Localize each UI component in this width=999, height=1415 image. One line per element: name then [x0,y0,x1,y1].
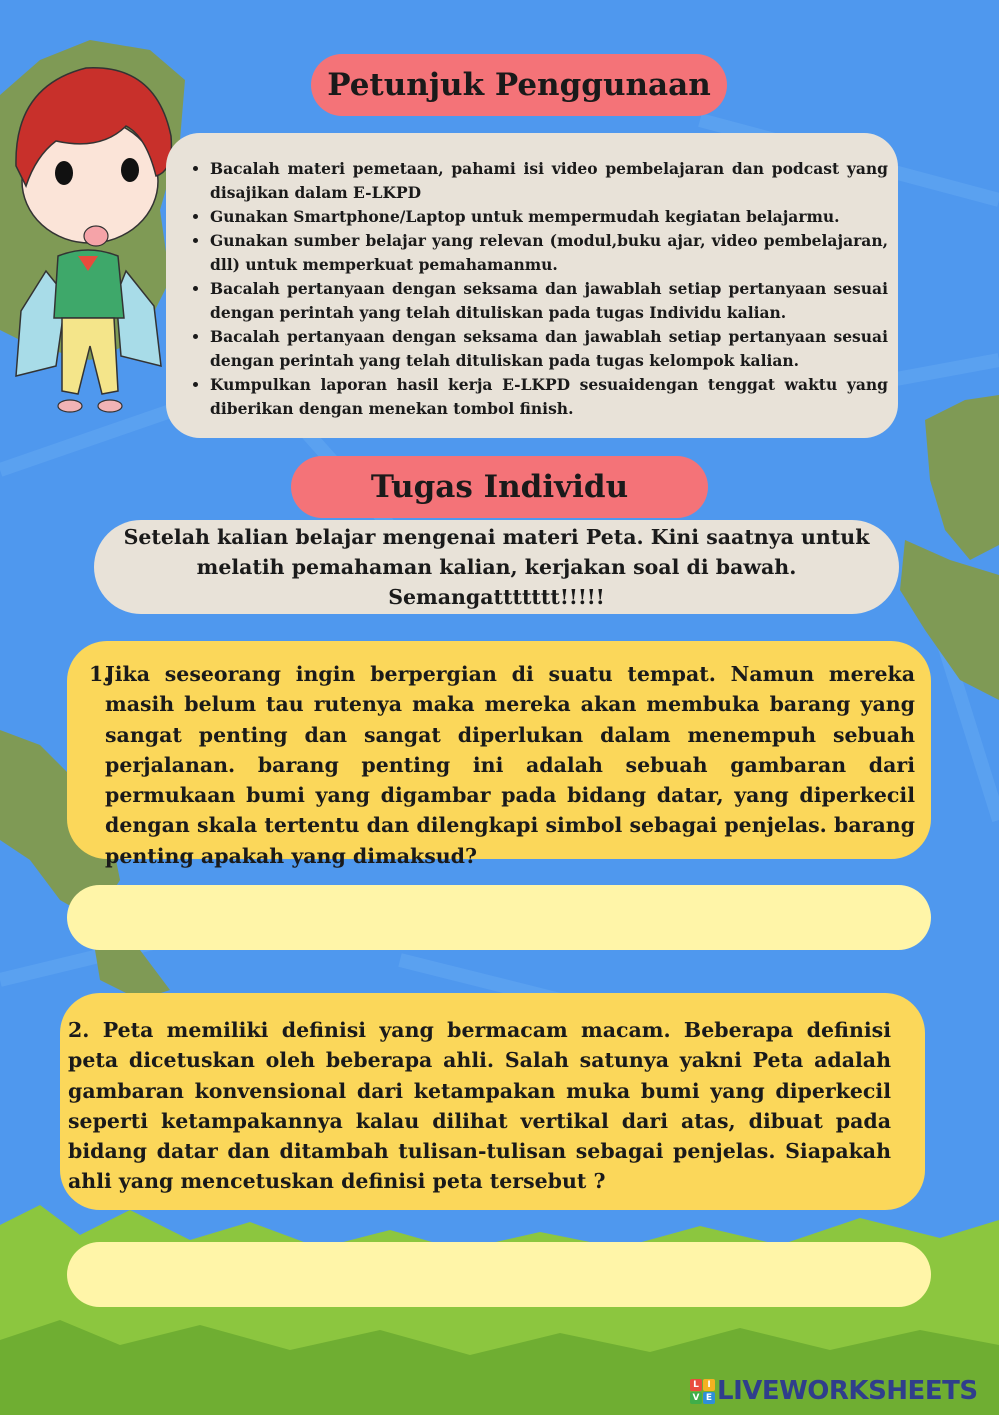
title-tugas-individu: Tugas Individu [291,456,708,518]
instruction-item: • Gunakan sumber belajar yang relevan (modul,buku ajar, video pembelajaran, dll) untuk memperkuat pemahamanmu. [210,229,888,277]
instruction-item: • Bacalah pertanyaan dengan seksama dan jawablah setiap pertanyaan sesuai dengan perintah yang telah dituliskan pada tugas Individu kalian. [210,277,888,325]
question-number: 1. [89,662,111,686]
logo-letter: E [703,1392,715,1404]
brand-name: LIVEWORKSHEETS [717,1376,978,1406]
instructions-box [166,133,898,438]
logo-letter: L [690,1379,702,1391]
title-petunjuk-penggunaan: Petunjuk Penggunaan [311,54,727,116]
instructions-list [186,157,888,421]
instruction-item: • Bacalah pertanyaan dengan seksama dan jawablah setiap pertanyaan sesuai dengan perintah yang telah dituliskan pada tugas kelompok kalian. [210,325,888,373]
question-text: Jika seseorang ingin berpergian di suatu tempat. Namun mereka masih belum tau rutenya maka mereka akan membuka barang yang sangat penting dan sangat diperlukan dalam menempuh sebuah perjalanan. barang penting ini adalah sebuah gambaran dari permukaan bumi yang digambar pada bidang datar, yang diperkecil dengan skala tertentu dan dilengkapi simbol sebagai penjelas. barang penting apakah yang dimaksud? [105,662,915,868]
question-1 [67,641,931,868]
logo-letter: I [703,1379,715,1391]
logo-letter: V [690,1392,702,1404]
question-2 [60,993,925,1210]
question-text: 2. Peta memiliki definisi yang bermacam macam. Beberapa definisi peta dicetuskan oleh beberapa ahli. Salah satunya yakni Peta adalah gambaran konvensional dari ketampakan muka bumi yang diperkecil seperti ketampakannya kalau dilihat vertikal dari atas, dibuat pada bidang datar dan ditambah tulisan-tulisan sebagai penjelas. Siapakah ahli yang mencetuskan definisi peta tersebut ? [68,1018,891,1194]
answer-field-2[interactable] [67,1242,931,1307]
answer-field-1[interactable] [67,885,931,950]
instruction-item: • Gunakan Smartphone/Laptop untuk mempermudah kegiatan belajarmu. [210,205,888,229]
instruction-item: • Bacalah materi pemetaan, pahami isi video pembelajaran dan podcast yang disajikan dalam E-LKPD [210,157,888,205]
liveworksheets-logo [690,1374,978,1408]
intro-text: Setelah kalian belajar mengenai materi Peta. Kini saatnya untuk melatih pemahaman kalian, kerjakan soal di bawah. Semangattttttt!!!!! [94,520,899,614]
character-illustration [6,56,176,428]
liveworksheets-icon [690,1379,715,1404]
instruction-item: • Kumpulkan laporan hasil kerja E-LKPD sesuaidengan tenggat waktu yang diberikan dengan menekan tombol finish. [210,373,888,421]
